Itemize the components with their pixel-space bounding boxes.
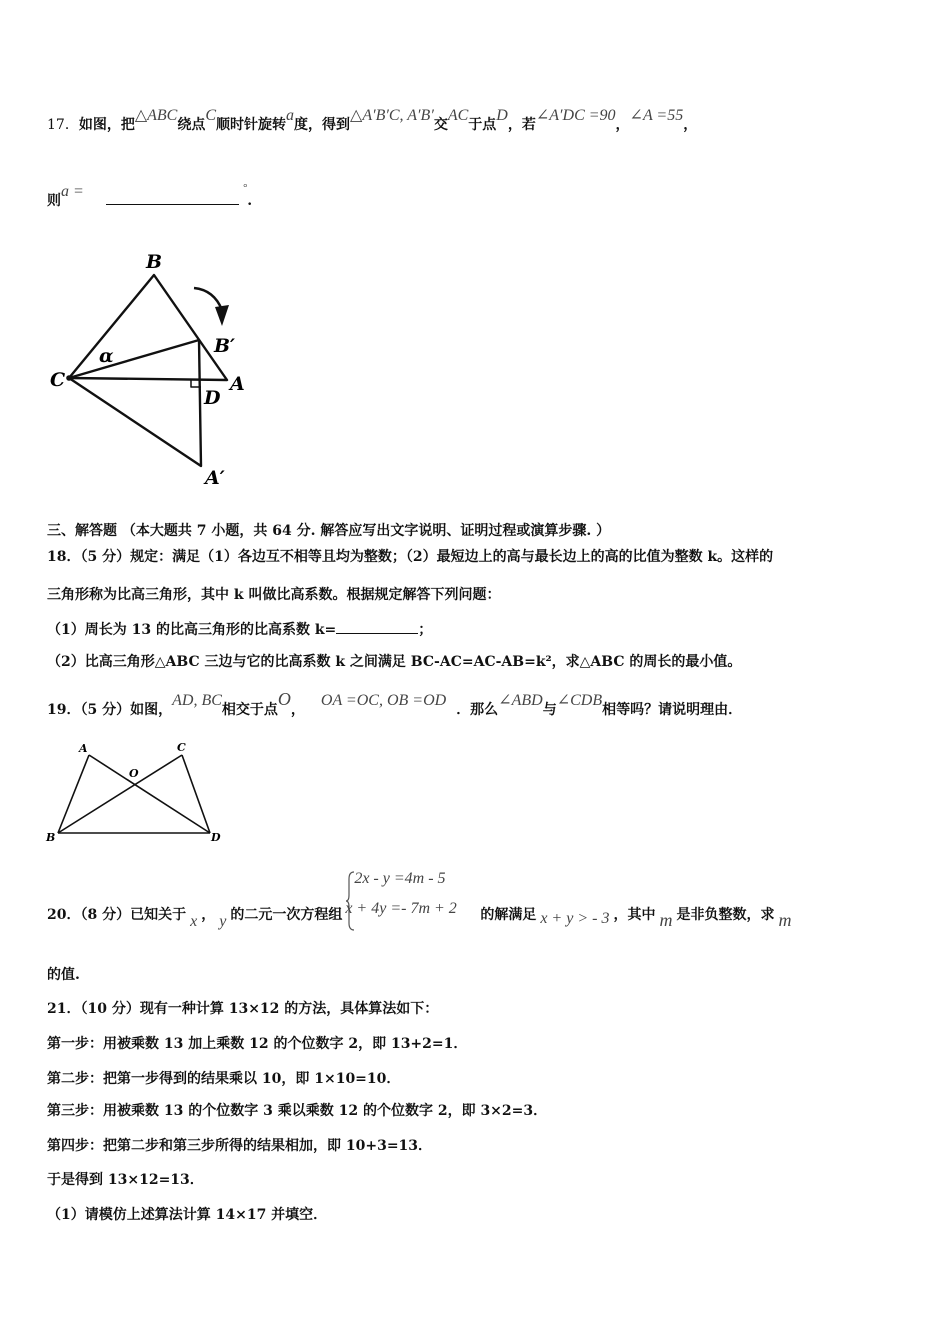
math-angle-cdb: ∠CDB — [556, 692, 603, 709]
q17-text: 顺时针旋转 — [216, 117, 287, 133]
math-a-equals: a = — [61, 183, 84, 200]
equation-system — [342, 870, 480, 919]
q18-line2: 三角形称为比高三角形，其中 k 叫做比高系数。根据规定解答下列问题： — [47, 587, 501, 603]
math-triangle-abc: △ABC — [134, 107, 178, 124]
q19-line — [47, 689, 743, 719]
answer-blank[interactable] — [106, 204, 239, 205]
math-point-d: D — [496, 107, 508, 124]
q20-text: 的解满足 — [480, 907, 537, 923]
q17-line2 — [47, 182, 253, 210]
q18-line1: 18．（5 分）规定：满足（1）各边互不相等且均为整数；（2）最短边上的高与最长边上的高的比值为整数 k。这样的 — [47, 549, 774, 565]
math-x: x — [190, 913, 198, 930]
q20-text: 的二元一次方程组 — [230, 907, 343, 923]
degree-symbol: ° — [242, 182, 248, 194]
q21-step4: 第四步：把第二步和第三步所得的结果相加，即 10+3=13． — [47, 1138, 433, 1154]
math-angle-a: ∠A =55 — [629, 107, 684, 124]
q20-text: ， — [201, 907, 216, 923]
label-B-prime: B′ — [214, 335, 236, 357]
answer-blank[interactable] — [336, 633, 418, 634]
q21-line1: 21．（10 分）现有一种计算 13×12 的方法，具体算法如下： — [47, 1001, 439, 1017]
math-ad-bc: AD, BC — [172, 692, 222, 709]
label-B: B — [146, 251, 163, 273]
math-m: m — [778, 910, 792, 930]
q18-part1-text: （1）周长为 13 的比高三角形的比高系数 k= — [47, 622, 337, 638]
q20-text: 20．（8 分）已知关于 — [47, 907, 187, 923]
q18-part1-end: ； — [418, 622, 433, 638]
q19-text: ．那么 — [456, 702, 499, 718]
label-O: O — [129, 767, 139, 780]
q17-text: 于点 — [468, 117, 497, 133]
label-C: C — [177, 741, 186, 754]
q21-step2: 第二步：把第一步得到的结果乘以 10，即 1×10=10． — [47, 1071, 401, 1087]
vertex-dot — [66, 375, 72, 381]
label-B: B — [46, 831, 56, 844]
q21-result: 于是得到 13×12=13． — [47, 1172, 204, 1188]
math-y: y — [219, 913, 227, 930]
math-angle-adc: ∠A′DC =90 — [535, 107, 616, 124]
math-point-c: C — [205, 107, 217, 124]
q20-text: ，其中 — [613, 907, 656, 923]
figure-19-crossing — [44, 740, 229, 845]
label-alpha: α — [99, 345, 114, 367]
math-alpha: a — [286, 107, 295, 124]
q21-step1: 第一步：用被乘数 13 加上乘数 12 的个位数字 2，即 13+2=1． — [47, 1036, 468, 1052]
label-C: C — [50, 369, 66, 391]
q17-text: ， — [615, 117, 630, 133]
q17-period: . — [247, 193, 253, 209]
math-point-o: O — [277, 689, 291, 709]
q17-text: ，若 — [507, 117, 536, 133]
q19-text: ， — [290, 702, 305, 718]
math-condition: x + y > - 3 — [540, 910, 610, 927]
q19-text: 相交于点 — [221, 702, 278, 718]
rotation-arrow-head — [215, 305, 229, 326]
q21-step3: 第三步：用被乘数 13 的个位数字 3 乘以乘数 12 的个位数字 2，即 3×2=3． — [47, 1103, 548, 1119]
math-m: m — [659, 910, 673, 930]
q17-text: 度，得到 — [294, 117, 351, 133]
equation-2: x + 4y =- 7m + 2 — [345, 900, 457, 917]
math-rotated-triangle: △A′B′C, A′B′ — [350, 107, 434, 124]
q20-line1 — [47, 870, 792, 930]
math-angle-abd: ∠ABD — [498, 692, 543, 709]
math-segment-ac: AC — [447, 107, 469, 124]
label-D: D — [211, 831, 221, 844]
q19-text: 19．（5 分）如图， — [47, 702, 173, 718]
q19-text: 相等吗？请说明理由． — [602, 702, 743, 718]
q17-text: 交 — [433, 117, 448, 133]
math-oa-oc: OA =OC, OB =OD — [320, 692, 447, 709]
q18-part1 — [47, 619, 432, 639]
q17-text: 如图，把 — [78, 117, 135, 133]
q17-text: ， — [683, 117, 698, 133]
label-D: D — [204, 387, 221, 409]
q17-line1 — [47, 107, 698, 134]
q17-text: 绕点 — [177, 117, 206, 133]
q21-part1: （1）请模仿上述算法计算 14×17 并填空． — [47, 1207, 328, 1223]
label-A: A — [79, 742, 88, 755]
label-A: A — [230, 373, 245, 395]
q19-text: 与 — [542, 702, 557, 718]
q17-ze: 则 — [47, 193, 61, 209]
equation-1: 2x - y =4m - 5 — [354, 870, 446, 887]
q20-line2: 的值. — [47, 967, 80, 983]
q17-number: 17． — [47, 117, 79, 133]
q18-part2: （2）比高三角形△ABC 三边与它的比高系数 k 之间满足 BC-AC=AC-AB=k²，求△ABC 的周长的最小值。 — [47, 654, 742, 670]
figure-17-rotation — [44, 248, 274, 493]
triangle-a-prime-b-prime-c — [69, 340, 201, 466]
label-A-prime: A′ — [205, 467, 225, 489]
q20-text: 是非负整数，求 — [676, 907, 775, 923]
section-3-heading: 三、解答题 （本大题共 7 小题，共 64 分. 解答应写出文字说明、证明过程或演算步骤. ） — [47, 523, 611, 539]
